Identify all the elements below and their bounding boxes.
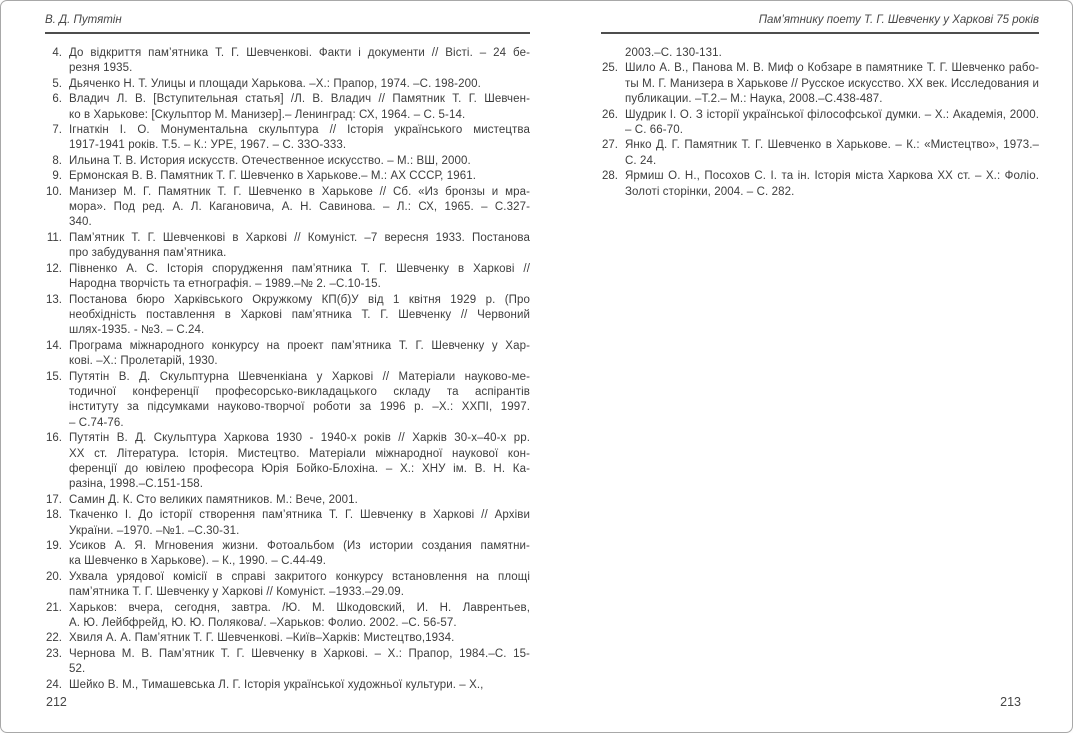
- reference-line: Ермонская В. В. Памятник Т. Г. Шевченко в Харькове.– М.: АХ СССР, 1961.: [69, 170, 476, 183]
- reference-item: [45, 493, 530, 508]
- reference-item: [45, 631, 530, 646]
- reference-line: Ігнаткін І. О. Монументальна скульптура // Історія українського мистецтва: [69, 124, 530, 137]
- reference-item: [45, 154, 530, 169]
- reference-text: [69, 339, 530, 370]
- reference-line: тодичної конференції професорсько-викладацького складу та аспірантів: [69, 385, 530, 398]
- reference-item: [601, 138, 1039, 169]
- page-number-left: 212: [46, 695, 67, 709]
- reference-number: 20.: [46, 570, 62, 583]
- reference-line: 1917-1941 років. Т.5. – К.: УРЕ, 1967. – С. 33О-333.: [69, 139, 347, 152]
- right-running-header: Пам’ятнику поету Т. Г. Шевченку у Харкові 75 років: [601, 14, 1039, 34]
- right-page: [601, 14, 1039, 200]
- left-running-header: В. Д. Путятін: [45, 14, 530, 34]
- reference-number: 21.: [46, 601, 62, 614]
- reference-text: [625, 108, 1039, 139]
- reference-list-left: [45, 46, 530, 693]
- reference-line: Чернова М. В. Пам’ятник Т. Г. Шевченку в Харкові. – Х.: Прапор, 1984.–С. 15-: [69, 647, 530, 660]
- reference-number: 11.: [46, 231, 62, 244]
- reference-text: [69, 231, 530, 262]
- reference-line: – С.74-76.: [69, 416, 124, 429]
- reference-line: пам’ятника Т. Г. Шевченку у Харкові // Комуніст. –1933.–29.09.: [69, 586, 405, 599]
- reference-number: 15.: [46, 370, 62, 383]
- reference-item: [45, 508, 530, 539]
- reference-text: [69, 46, 530, 77]
- reference-item: [601, 169, 1039, 200]
- reference-line: разіна, 1998.–С.151-158.: [69, 478, 204, 491]
- reference-line: публикации. –Т.2.– М.: Наука, 2008.–С.438-487.: [625, 93, 883, 106]
- reference-line: Харьков: вчера, сегодня, завтра. /Ю. М. Шкодовский, И. Н. Лаврентьев,: [69, 601, 530, 614]
- reference-number: 16.: [46, 432, 62, 445]
- reference-number: 26.: [602, 108, 618, 121]
- reference-text: [69, 370, 530, 432]
- reference-line: Програма міжнародного конкурсу на проект пам’ятника Т. Г. Шевченку у Хар-: [69, 339, 530, 352]
- reference-line: С. 24.: [625, 154, 657, 167]
- reference-line: Ухвала урядової комісії в справі закритого конкурсу встановлення на площі: [69, 570, 530, 583]
- reference-item: [45, 92, 530, 123]
- reference-number: 7.: [52, 124, 62, 137]
- reference-text: [69, 185, 530, 231]
- reference-line: Ильина Т. В. История искусств. Отечественное искусство. – М.: ВШ, 2000.: [69, 154, 471, 167]
- reference-item: [45, 647, 530, 678]
- reference-number: 14.: [46, 339, 62, 352]
- reference-item: [45, 370, 530, 432]
- reference-line: необхідність поставлення в Харкові пам’ятника Т. Г. Шевченку // Червоний: [69, 308, 530, 321]
- reference-line: А. Ю. Лейбфрейд, Ю. Ю. Полякова/. –Харьков: Фолио. 2002. –С. 56-57.: [69, 617, 457, 630]
- reference-number: 17.: [46, 493, 62, 506]
- reference-line: України. –1970. –№1. –С.30-31.: [69, 524, 240, 537]
- reference-item: [45, 77, 530, 92]
- reference-number: 22.: [46, 632, 62, 645]
- reference-item: [45, 570, 530, 601]
- reference-line: Дьяченко Н. Т. Улицы и площади Харькова. –Х.: Прапор, 1974. –С. 198-200.: [69, 77, 481, 90]
- reference-text: [625, 61, 1039, 107]
- reference-item: [45, 431, 530, 493]
- reference-text: [69, 647, 530, 678]
- reference-number: 23.: [46, 647, 62, 660]
- reference-item: [45, 46, 530, 77]
- reference-item: [45, 601, 530, 632]
- reference-number: 12.: [46, 262, 62, 275]
- reference-line: Путятін В. Д. Скульптурна Шевченкіана у Харкові // Матеріали науково-ме-: [69, 370, 530, 383]
- reference-line: 2003.–С. 130-131.: [625, 47, 722, 59]
- reference-number: 24.: [46, 678, 62, 691]
- reference-text: [69, 77, 530, 92]
- reference-number: 25.: [602, 62, 618, 75]
- reference-line: кові. –Х.: Пролетарій, 1930.: [69, 355, 218, 368]
- reference-item: [601, 108, 1039, 139]
- left-page: [45, 14, 530, 693]
- reference-text: [69, 570, 530, 601]
- reference-number: 8.: [52, 154, 62, 167]
- reference-line: інституту за підсумками науково-творчої роботи за 1996 р. –Х.: ХХПІ, 1997.: [69, 401, 530, 414]
- reference-line: Манизер М. Г. Памятник Т. Г. Шевченко в Харькове // Сб. «Из бронзы и мра-: [69, 185, 530, 198]
- reference-text: [69, 493, 530, 508]
- reference-text: [69, 169, 530, 184]
- reference-text: [69, 293, 530, 339]
- reference-list-right: [601, 46, 1039, 200]
- reference-number: 13.: [46, 293, 62, 306]
- reference-line: Самин Д. К. Сто великих памятников. М.: Вече, 2001.: [69, 493, 358, 506]
- reference-text: [69, 92, 530, 123]
- reference-item: [45, 231, 530, 262]
- reference-text: [69, 601, 530, 632]
- reference-line: Пам’ятник Т. Г. Шевченкові в Харкові // Комуніст. –7 вересня 1933. Постанова: [69, 231, 530, 244]
- reference-line: про забудування пам’ятника.: [69, 247, 227, 260]
- reference-line: ференції до ювілею професора Юрія Бойко-Блохіна. – Х.: ХНУ ім. В. Н. Ка-: [69, 462, 530, 475]
- reference-item: [45, 185, 530, 231]
- reference-line: ХХ ст. Література. Історія. Мистецтво. Матеріали міжнародної наукової кон-: [69, 447, 530, 460]
- reference-number: 28.: [602, 170, 618, 183]
- reference-item: [45, 262, 530, 293]
- reference-line: ка Шевченко в Харькове). – К., 1990. – С.44-49.: [69, 555, 327, 568]
- reference-line: Постанова бюро Харківського Окружкому КП(б)У від 1 квітня 1929 р. (Про: [69, 293, 530, 306]
- reference-line: – С. 66-70.: [625, 124, 683, 137]
- reference-line: 52.: [69, 663, 86, 676]
- reference-number: 5.: [52, 77, 62, 90]
- reference-line: До відкриття пам’ятника Т. Г. Шевченкові. Факти і документи // Вісті. – 24 бе-: [69, 47, 530, 59]
- reference-number: 19.: [46, 540, 62, 552]
- reference-line: Золоті сторінки, 2004. – С. 282.: [625, 185, 795, 198]
- reference-number: [601, 46, 618, 61]
- reference-line: Усиков А. Я. Мгновения жизни. Фотоальбом (Из истории создания памятни-: [69, 540, 530, 552]
- reference-item: [45, 123, 530, 154]
- reference-number: 27.: [602, 139, 618, 152]
- reference-text: [625, 138, 1039, 169]
- reference-text: [69, 678, 530, 693]
- reference-line: Янко Д. Г. Памятник Т. Г. Шевченко в Харькове. – К.: «Мистецтво», 1973.–: [625, 139, 1039, 152]
- reference-item: [45, 293, 530, 339]
- reference-line: мора». Под ред. А. Л. Кагановича, А. Н. Савинова. – Л.: СХ, 1965. – С.327-: [69, 201, 530, 214]
- reference-number: 9.: [52, 170, 62, 183]
- reference-line: 340.: [69, 216, 92, 229]
- reference-text: [69, 431, 530, 493]
- reference-text: [69, 539, 530, 570]
- reference-line: Путятін В. Д. Скульптура Харкова 1930 - 1940-х років // Харків 30-х–40-х рр.: [69, 432, 530, 445]
- reference-text: [69, 154, 530, 169]
- reference-line: резня 1935.: [69, 62, 133, 75]
- reference-line: Шило А. В., Панова М. В. Миф о Кобзаре в памятнике Т. Г. Шевченко рабо-: [625, 62, 1039, 75]
- reference-item: [601, 46, 1039, 61]
- reference-line: Півненко А. С. Історія спорудження пам’ятника Т. Г. Шевченку в Харкові //: [69, 262, 530, 275]
- reference-item: [45, 678, 530, 693]
- reference-line: Хвиля А. А. Пам’ятник Т. Г. Шевченкові. –Київ–Харків: Мистецтво,1934.: [69, 632, 455, 645]
- reference-line: Владич Л. В. [Вступительная статья] /Л. В. Владич // Памятник Т. Г. Шевчен-: [69, 93, 530, 106]
- page-number-right: 213: [1000, 695, 1021, 709]
- reference-line: Шудрик І. О. З історії української філософської думки. – Х.: Академія, 2000.: [625, 108, 1039, 121]
- reference-item: [45, 539, 530, 570]
- reference-line: ко в Харькове: [Скульптор М. Манизер].– Ленинград: СХ, 1964. – С. 5-14.: [69, 108, 466, 121]
- reference-number: 6.: [52, 93, 62, 106]
- reference-line: ты М. Г. Манизера в Харькове // Русское искусство. ХХ век. Исследования и: [625, 77, 1039, 90]
- reference-number: 4.: [52, 47, 62, 59]
- reference-line: шлях-1935. - №3. – С.24.: [69, 324, 205, 337]
- reference-line: Ярмиш О. Н., Посохов С. І. та ін. Історія міста Харкова ХХ ст. – Х.: Фоліо.: [625, 170, 1039, 183]
- reference-text: [69, 123, 530, 154]
- reference-number: 18.: [46, 509, 62, 522]
- reference-line: Ткаченко І. До історії створення пам’ятника Т. Г. Шевченку в Харкові // Архіви: [69, 509, 530, 522]
- reference-line: Шейко В. М., Тимашевська Л. Г. Історія української художньої культури. – Х.,: [69, 678, 484, 691]
- reference-item: [45, 169, 530, 184]
- reference-text: [69, 631, 530, 646]
- reference-item: [45, 339, 530, 370]
- reference-number: 10.: [46, 185, 62, 198]
- reference-text: [625, 169, 1039, 200]
- reference-text: [69, 508, 530, 539]
- reference-item: [601, 61, 1039, 107]
- reference-line: Народна творчість та етнографія. – 1989.–№ 2. –С.10-15.: [69, 278, 381, 291]
- reference-text: [69, 262, 530, 293]
- reference-text: [625, 46, 1039, 61]
